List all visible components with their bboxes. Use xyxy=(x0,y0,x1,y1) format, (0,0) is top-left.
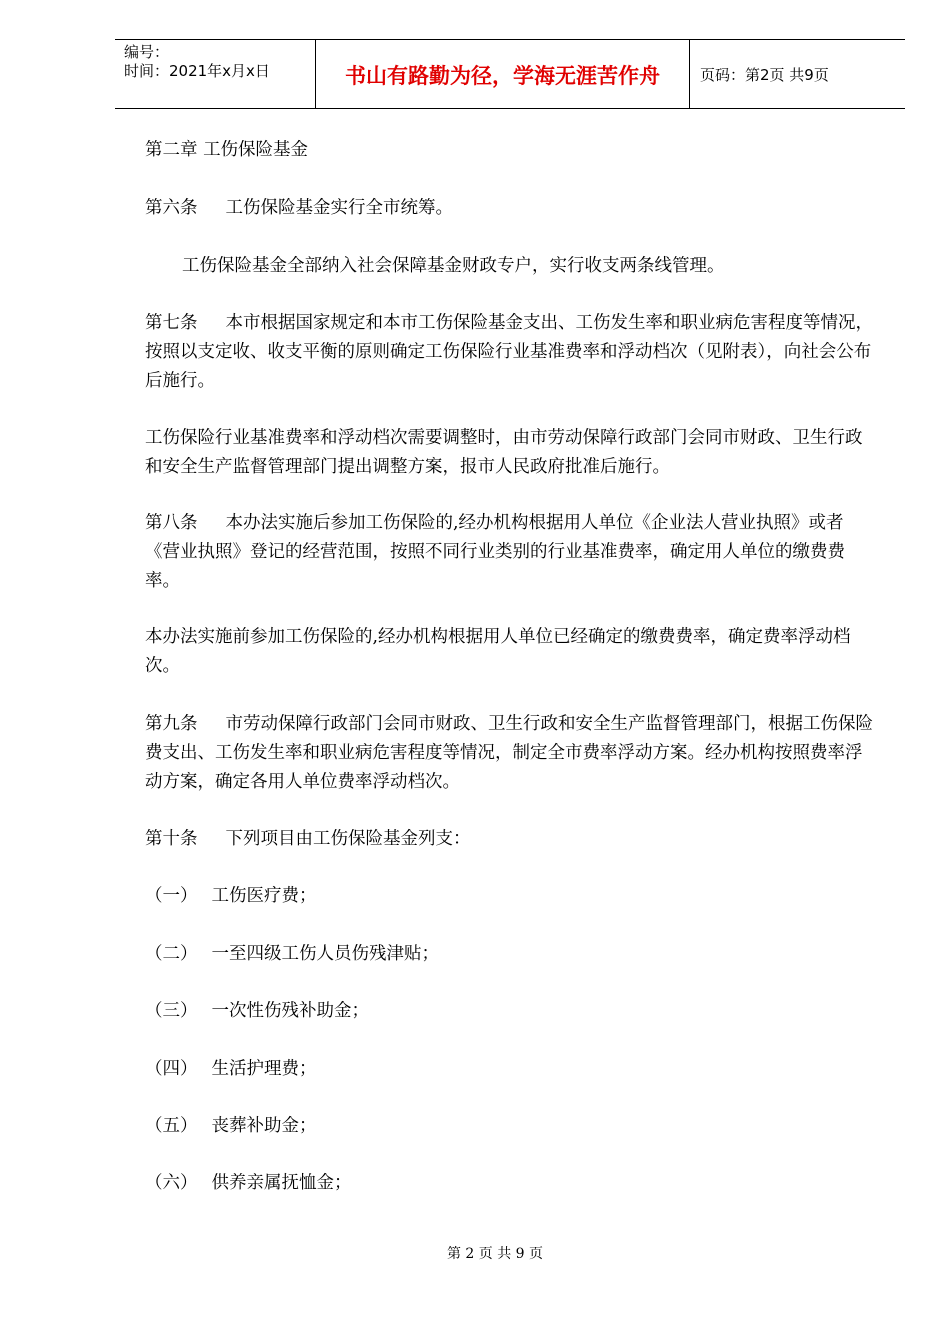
article-10-title: 第十条 xyxy=(145,829,198,849)
header-page-cell xyxy=(690,40,905,108)
list-item xyxy=(145,940,875,969)
page-header xyxy=(115,39,905,109)
article-9-text: 市劳动保障行政部门会同市财政、卫生行政和安全生产监督管理部门，根据工伤保险费支出、工伤发生率和职业病危害程度等情况，制定全市费率浮动方案。经办机构按照费率浮动方案，确定各用人单位费率浮动档次。 xyxy=(145,714,873,792)
article-8-paragraph-2: 本办法实施前参加工伤保险的,经办机构根据用人单位已经确定的缴费费率，确定费率浮动档次。 xyxy=(145,627,851,676)
list-item-number: （六） xyxy=(145,1173,198,1193)
list-item-text: 工伤医疗费； xyxy=(211,886,317,906)
list-item xyxy=(145,882,875,911)
list-item-number: （四） xyxy=(145,1059,198,1079)
article-6-title: 第六条 xyxy=(145,198,198,218)
article-7-text: 本市根据国家规定和本市工伤保险基金支出、工伤发生率和职业病危害程度等情况，按照以支定收、收支平衡的原则确定工伤保险行业基准费率和浮动档次（见附表），向社会公布后施行。 xyxy=(145,313,873,391)
chapter-title: 第二章 工伤保险基金 xyxy=(145,140,309,160)
list-item-number: （五） xyxy=(145,1116,198,1136)
list-item-number: （一） xyxy=(145,886,198,906)
header-page-code: 页码：第2页 共9页 xyxy=(700,66,829,84)
document-time: 时间：2021年x月x日 xyxy=(124,62,270,80)
article-8-title: 第八条 xyxy=(145,513,198,533)
article-7 xyxy=(145,309,875,396)
list-item-text: 一至四级工伤人员伤残津贴； xyxy=(211,944,439,964)
page-footer: 第 2 页 共 9 页 xyxy=(446,1246,544,1262)
article-6-paragraph-2: 工伤保险基金全部纳入社会保障基金财政专户，实行收支两条线管理。 xyxy=(182,256,725,276)
article-6 xyxy=(145,194,875,223)
article-8 xyxy=(145,509,875,596)
article-9-title: 第九条 xyxy=(145,714,198,734)
list-item-number: （二） xyxy=(145,944,198,964)
list-item-text: 一次性伤残补助金； xyxy=(211,1001,369,1021)
header-motto-cell xyxy=(316,40,690,108)
list-item-text: 生活护理费； xyxy=(211,1059,317,1079)
article-10 xyxy=(145,825,875,854)
list-item-text: 丧葬补助金； xyxy=(211,1116,317,1136)
article-10-text: 下列项目由工伤保险基金列支： xyxy=(225,829,471,849)
article-7-paragraph-2: 工伤保险行业基准费率和浮动档次需要调整时，由市劳动保障行政部门会同市财政、卫生行政和安全生产监督管理部门提出调整方案，报市人民政府批准后施行。 xyxy=(145,428,863,477)
article-7-title: 第七条 xyxy=(145,313,198,333)
list-item xyxy=(145,1169,875,1198)
article-8-text: 本办法实施后参加工伤保险的,经办机构根据用人单位《企业法人营业执照》或者《营业执照》登记的经营范围，按照不同行业类别的行业基准费率，确定用人单位的缴费费率。 xyxy=(145,513,845,591)
list-item xyxy=(145,997,875,1026)
list-item xyxy=(145,1055,875,1084)
list-item-text: 供养亲属抚恤金； xyxy=(211,1173,352,1193)
header-meta-cell xyxy=(115,40,316,108)
article-9 xyxy=(145,710,875,797)
header-motto: 书山有路勤为径，学海无涯苦作舟 xyxy=(345,64,660,88)
article-6-text: 工伤保险基金实行全市统筹。 xyxy=(225,198,453,218)
list-item-number: （三） xyxy=(145,1001,198,1021)
document-number: 编号： xyxy=(124,43,170,61)
list-item xyxy=(145,1112,875,1141)
